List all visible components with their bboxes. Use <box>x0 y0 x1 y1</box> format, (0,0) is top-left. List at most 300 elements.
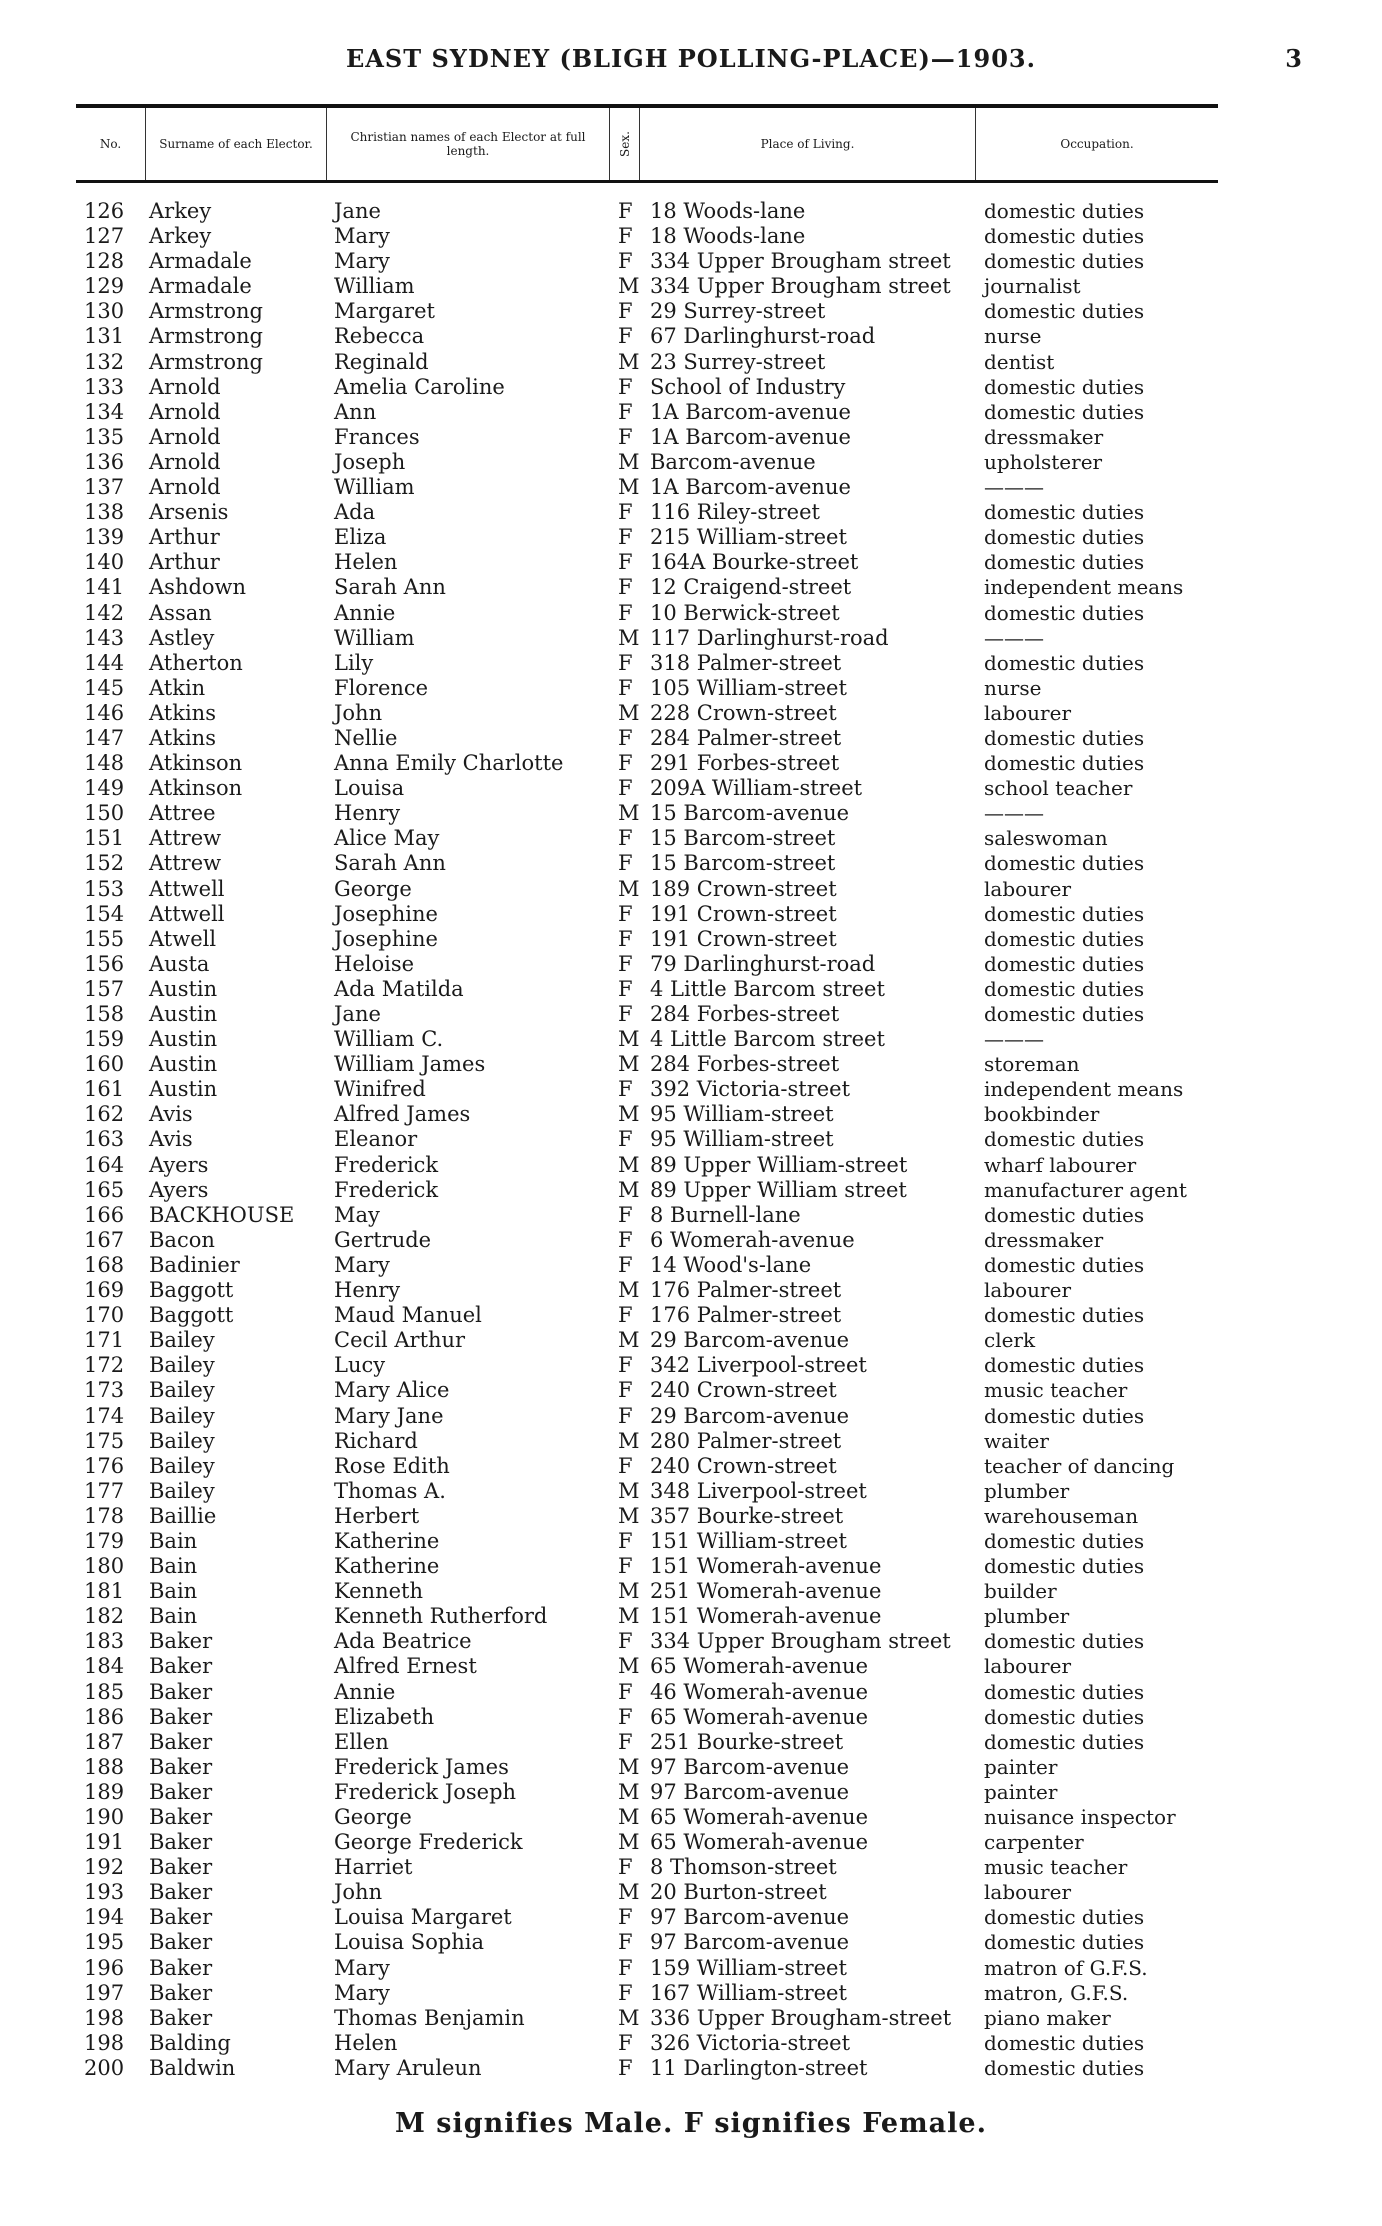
elector-surname: Armadale <box>149 274 252 299</box>
elector-surname: Baker <box>149 1980 213 2005</box>
elector-surname: Arnold <box>149 399 221 424</box>
elector-number: 167 <box>84 1227 125 1252</box>
elector-place-of-living: 20 Burton-street <box>650 1880 827 1905</box>
table-row <box>76 1930 1226 1955</box>
elector-place-of-living: 65 Womerah-avenue <box>650 1805 869 1829</box>
elector-number: 131 <box>84 324 125 349</box>
elector-sex: F <box>618 1855 633 1880</box>
elector-sex: F <box>618 2030 633 2055</box>
elector-christian-names: Henry <box>334 801 401 826</box>
elector-number: 189 <box>84 1779 125 1804</box>
elector-number: 137 <box>84 475 125 500</box>
elector-christian-names: William <box>334 625 415 650</box>
elector-number: 152 <box>84 851 125 876</box>
table-row <box>76 1353 1226 1378</box>
elector-surname: Arthur <box>149 550 220 575</box>
elector-christian-names: Mary <box>334 1955 390 1980</box>
elector-surname: Avis <box>149 1127 193 1152</box>
elector-surname: Armstrong <box>149 299 263 324</box>
elector-surname: Arkey <box>149 199 212 223</box>
elector-place-of-living: 291 Forbes-street <box>650 751 840 776</box>
elector-christian-names: Sarah Ann <box>334 575 446 600</box>
elector-number: 151 <box>84 826 125 851</box>
elector-place-of-living: 8 Thomson-street <box>650 1855 837 1880</box>
elector-sex: M <box>618 876 640 901</box>
elector-surname: Bain <box>149 1528 198 1553</box>
elector-place-of-living: 164A Bourke-street <box>650 550 859 575</box>
elector-occupation: matron of G.F.S. <box>984 1955 1148 1980</box>
elector-occupation: domestic duties <box>984 751 1145 776</box>
elector-christian-names: Rose Edith <box>334 1453 450 1478</box>
elector-surname: Austa <box>149 951 210 976</box>
elector-place-of-living: 18 Woods-lane <box>650 199 806 223</box>
elector-surname: Bailey <box>149 1378 215 1403</box>
elector-place-of-living: 284 Forbes-street <box>650 1052 840 1077</box>
elector-number: 165 <box>84 1177 125 1202</box>
elector-occupation: domestic duties <box>984 224 1145 249</box>
elector-surname: Avis <box>149 1102 193 1127</box>
elector-surname: Arthur <box>149 525 220 550</box>
elector-occupation: matron, G.F.S. <box>984 1980 1129 2005</box>
elector-sex: F <box>618 901 633 926</box>
elector-place-of-living: 97 Barcom-avenue <box>650 1754 850 1779</box>
elector-sex: F <box>618 675 633 700</box>
elector-occupation: domestic duties <box>984 851 1145 876</box>
elector-surname: Baker <box>149 1654 213 1679</box>
elector-surname: Bailey <box>149 1453 215 1478</box>
elector-sex: F <box>618 600 633 625</box>
table-row <box>76 1504 1226 1529</box>
table-header <box>76 104 1218 183</box>
elector-christian-names: Frances <box>334 424 420 449</box>
elector-sex: F <box>618 1528 633 1553</box>
elector-sex: M <box>618 1428 640 1453</box>
elector-sex: M <box>618 1654 640 1679</box>
elector-sex: F <box>618 1353 633 1378</box>
table-row <box>76 626 1226 651</box>
elector-christian-names: Florence <box>334 675 429 700</box>
elector-sex: F <box>618 751 633 776</box>
elector-sex: M <box>618 1754 640 1779</box>
page-number: 3 <box>1285 44 1302 73</box>
elector-place-of-living: 79 Darlinghurst-road <box>650 951 876 976</box>
elector-place-of-living: 151 William-street <box>650 1528 847 1553</box>
elector-surname: Baker <box>149 1830 213 1855</box>
elector-sex: M <box>618 349 640 374</box>
elector-number: 173 <box>84 1378 125 1403</box>
elector-surname: Ashdown <box>149 575 247 600</box>
elector-sex: M <box>618 1102 640 1127</box>
elector-occupation: saleswoman <box>984 826 1108 851</box>
elector-surname: Atherton <box>149 650 243 675</box>
table-row <box>76 1328 1226 1353</box>
elector-occupation: school teacher <box>984 776 1133 801</box>
table-row <box>76 902 1226 927</box>
table-row <box>76 400 1226 425</box>
elector-sex: M <box>618 625 640 650</box>
elector-surname: Bailey <box>149 1428 215 1453</box>
elector-christian-names: Katherine <box>334 1554 440 1579</box>
elector-sex: F <box>618 199 633 223</box>
elector-surname: Austin <box>149 976 218 1001</box>
elector-place-of-living: 95 William-street <box>650 1102 834 1127</box>
elector-surname: Bailey <box>149 1353 215 1378</box>
elector-place-of-living: 65 Womerah-avenue <box>650 1830 869 1855</box>
elector-sex: F <box>618 399 633 424</box>
elector-number: 158 <box>84 1002 125 1026</box>
elector-occupation: manufacturer agent <box>984 1177 1187 1202</box>
elector-number: 176 <box>84 1453 125 1478</box>
elector-place-of-living: 116 Riley-street <box>650 500 820 525</box>
elector-number: 126 <box>84 199 125 223</box>
table-row <box>76 525 1226 550</box>
table-row <box>76 651 1226 676</box>
elector-surname: Baggott <box>149 1303 234 1328</box>
elector-occupation: bookbinder <box>984 1102 1100 1127</box>
elector-christian-names: William C. <box>334 1027 444 1052</box>
elector-place-of-living: 8 Burnell-lane <box>650 1202 801 1227</box>
elector-number: 156 <box>84 951 125 976</box>
elector-number: 166 <box>84 1202 125 1227</box>
elector-number: 147 <box>84 725 125 750</box>
elector-sex: F <box>618 1955 633 1980</box>
elector-sex: M <box>618 1779 640 1804</box>
elector-christian-names: Mary <box>334 1980 390 2005</box>
elector-place-of-living: 1A Barcom-avenue <box>650 424 851 449</box>
elector-surname: Attwell <box>149 876 225 901</box>
elector-christian-names: Lily <box>334 650 374 675</box>
elector-sex: M <box>618 1805 640 1829</box>
elector-sex: F <box>618 650 633 675</box>
elector-sex: F <box>618 851 633 876</box>
elector-sex: F <box>618 374 633 399</box>
elector-christian-names: Winifred <box>334 1077 426 1102</box>
elector-occupation: domestic duties <box>984 600 1145 625</box>
table-row <box>76 877 1226 902</box>
elector-christian-names: Elizabeth <box>334 1704 435 1729</box>
elector-place-of-living: 318 Palmer-street <box>650 650 842 675</box>
elector-surname: Baker <box>149 1754 213 1779</box>
elector-place-of-living: 151 Womerah-avenue <box>650 1554 882 1579</box>
table-row <box>76 601 1226 626</box>
elector-occupation: dressmaker <box>984 424 1104 449</box>
elector-place-of-living: 280 Palmer-street <box>650 1428 842 1453</box>
elector-number: 195 <box>84 1930 125 1955</box>
elector-christian-names: Mary <box>334 249 390 274</box>
elector-surname: Arsenis <box>149 500 229 525</box>
elector-place-of-living: 11 Darlington-street <box>650 2055 868 2080</box>
elector-surname: Assan <box>149 600 212 625</box>
column-header-place-of-living: Place of Living. <box>640 108 976 180</box>
elector-number: 178 <box>84 1503 125 1528</box>
elector-christian-names: Annie <box>334 600 396 625</box>
table-row <box>76 1454 1226 1479</box>
elector-number: 133 <box>84 374 125 399</box>
elector-christian-names: Ada <box>334 500 376 525</box>
elector-number: 172 <box>84 1353 125 1378</box>
elector-christian-names: Eleanor <box>334 1127 418 1152</box>
elector-place-of-living: 151 Womerah-avenue <box>650 1604 882 1629</box>
table-row <box>76 676 1226 701</box>
elector-occupation: domestic duties <box>984 725 1145 750</box>
elector-sex: M <box>618 1604 640 1629</box>
elector-place-of-living: 15 Barcom-street <box>650 851 836 876</box>
elector-christian-names: Mary <box>334 1252 390 1277</box>
elector-occupation: ——— <box>984 475 1044 500</box>
elector-surname: Baker <box>149 1779 213 1804</box>
table-row <box>76 1102 1226 1127</box>
elector-christian-names: Frederick Joseph <box>334 1779 517 1804</box>
elector-christian-names: Thomas A. <box>334 1478 446 1503</box>
table-row <box>76 1705 1226 1730</box>
elector-occupation: domestic duties <box>984 199 1145 223</box>
elector-sex: M <box>618 1052 640 1077</box>
elector-christian-names: George Frederick <box>334 1830 523 1855</box>
elector-christian-names: Helen <box>334 550 398 575</box>
elector-number: 159 <box>84 1027 125 1052</box>
elector-christian-names: Mary Jane <box>334 1403 444 1428</box>
table-row <box>76 1956 1226 1981</box>
table-row <box>76 1981 1226 2006</box>
elector-christian-names: Margaret <box>334 299 435 324</box>
elector-surname: Baker <box>149 1729 213 1754</box>
elector-place-of-living: 334 Upper Brougham street <box>650 249 951 274</box>
elector-place-of-living: 326 Victoria-street <box>650 2030 851 2055</box>
elector-number: 128 <box>84 249 125 274</box>
elector-christian-names: Kenneth <box>334 1579 423 1604</box>
elector-sex: F <box>618 1378 633 1403</box>
elector-occupation: domestic duties <box>984 1704 1145 1729</box>
elector-surname: Austin <box>149 1027 218 1052</box>
table-row <box>76 826 1226 851</box>
elector-sex: F <box>618 1629 633 1654</box>
elector-sex: M <box>618 801 640 826</box>
elector-sex: F <box>618 1227 633 1252</box>
elector-sex: F <box>618 1905 633 1930</box>
elector-occupation: ——— <box>984 1027 1044 1052</box>
table-row <box>76 952 1226 977</box>
elector-number: 175 <box>84 1428 125 1453</box>
elector-surname: Baggott <box>149 1278 234 1303</box>
table-row <box>76 1127 1226 1152</box>
elector-sex: M <box>618 1152 640 1177</box>
elector-occupation: painter <box>984 1779 1058 1804</box>
table-row <box>76 450 1226 475</box>
elector-surname: Ayers <box>149 1152 209 1177</box>
elector-surname: Baker <box>149 1805 213 1829</box>
elector-place-of-living: 240 Crown-street <box>650 1378 837 1403</box>
elector-occupation: independent means <box>984 575 1184 600</box>
elector-number: 141 <box>84 575 125 600</box>
elector-occupation: domestic duties <box>984 1679 1145 1704</box>
elector-occupation: piano maker <box>984 2005 1111 2030</box>
table-row <box>76 1680 1226 1705</box>
elector-sex: M <box>618 475 640 500</box>
elector-christian-names: George <box>334 876 412 901</box>
elector-occupation: clerk <box>984 1328 1036 1353</box>
table-row <box>76 575 1226 600</box>
elector-place-of-living: 23 Surrey-street <box>650 349 826 374</box>
elector-surname: Arnold <box>149 475 221 500</box>
elector-occupation: domestic duties <box>984 399 1145 424</box>
elector-surname: Baillie <box>149 1503 217 1528</box>
elector-christian-names: Heloise <box>334 951 415 976</box>
elector-surname: Bain <box>149 1604 198 1629</box>
elector-sex: F <box>618 249 633 274</box>
elector-occupation: independent means <box>984 1077 1184 1102</box>
elector-occupation: domestic duties <box>984 1930 1145 1955</box>
elector-occupation: waiter <box>984 1428 1049 1453</box>
elector-occupation: painter <box>984 1754 1058 1779</box>
elector-occupation: carpenter <box>984 1830 1084 1855</box>
elector-christian-names: Richard <box>334 1428 418 1453</box>
elector-christian-names: Amelia Caroline <box>334 374 505 399</box>
elector-place-of-living: 12 Craigend-street <box>650 575 852 600</box>
elector-sex: F <box>618 1980 633 2005</box>
column-header-christian-names: Christian names of each Elector at full length. <box>327 108 610 180</box>
elector-place-of-living: 117 Darlinghurst-road <box>650 625 889 650</box>
elector-sex: F <box>618 725 633 750</box>
elector-occupation: nurse <box>984 675 1042 700</box>
table-row <box>76 1629 1226 1654</box>
table-row <box>76 776 1226 801</box>
elector-occupation: domestic duties <box>984 550 1145 575</box>
elector-surname: Atkinson <box>149 751 243 776</box>
elector-number: 142 <box>84 600 125 625</box>
elector-place-of-living: 336 Upper Brougham-street <box>650 2005 952 2030</box>
table-row <box>76 500 1226 525</box>
table-row <box>76 1404 1226 1429</box>
elector-christian-names: Reginald <box>334 349 429 374</box>
elector-occupation: domestic duties <box>984 1252 1145 1277</box>
table-row <box>76 1730 1226 1755</box>
elector-occupation: domestic duties <box>984 1002 1145 1026</box>
elector-surname: Arnold <box>149 449 221 474</box>
table-row <box>76 1780 1226 1805</box>
elector-christian-names: Sarah Ann <box>334 851 446 876</box>
elector-sex: F <box>618 1453 633 1478</box>
elector-number: 139 <box>84 525 125 550</box>
elector-place-of-living: 228 Crown-street <box>650 700 837 725</box>
elector-number: 190 <box>84 1805 125 1829</box>
elector-place-of-living: Barcom-avenue <box>650 449 816 474</box>
elector-occupation: ——— <box>984 801 1044 826</box>
elector-number: 130 <box>84 299 125 324</box>
elector-christian-names: Alfred Ernest <box>334 1654 477 1679</box>
elector-surname: Bacon <box>149 1227 215 1252</box>
table-row <box>76 1654 1226 1679</box>
elector-place-of-living: 6 Womerah-avenue <box>650 1227 855 1252</box>
elector-surname: Armstrong <box>149 349 263 374</box>
elector-number: 171 <box>84 1328 125 1353</box>
elector-place-of-living: 46 Womerah-avenue <box>650 1679 869 1704</box>
elector-christian-names: William <box>334 475 415 500</box>
elector-christian-names: Louisa Sophia <box>334 1930 485 1955</box>
elector-place-of-living: 10 Berwick-street <box>650 600 840 625</box>
elector-surname: Atkin <box>149 675 206 700</box>
elector-place-of-living: 284 Forbes-street <box>650 1002 840 1026</box>
elector-number: 150 <box>84 801 125 826</box>
elector-sex: M <box>618 1830 640 1855</box>
table-row <box>76 299 1226 324</box>
elector-christian-names: William James <box>334 1052 486 1077</box>
elector-christian-names: May <box>334 1202 380 1227</box>
elector-surname: Armadale <box>149 249 252 274</box>
elector-surname: Arnold <box>149 424 221 449</box>
table-row <box>76 701 1226 726</box>
elector-number: 198 <box>84 2005 125 2030</box>
elector-number: 185 <box>84 1679 125 1704</box>
elector-christian-names: Lucy <box>334 1353 386 1378</box>
elector-sex: M <box>618 274 640 299</box>
elector-number: 140 <box>84 550 125 575</box>
elector-christian-names: Louisa Margaret <box>334 1905 512 1930</box>
elector-place-of-living: 176 Palmer-street <box>650 1278 842 1303</box>
elector-occupation: domestic duties <box>984 1403 1145 1428</box>
elector-surname: Balding <box>149 2030 231 2055</box>
elector-occupation: labourer <box>984 1278 1072 1303</box>
elector-place-of-living: School of Industry <box>650 374 846 399</box>
elector-sex: F <box>618 525 633 550</box>
elector-christian-names: Katherine <box>334 1528 440 1553</box>
table-row <box>76 425 1226 450</box>
elector-christian-names: Mary <box>334 224 390 249</box>
elector-sex: F <box>618 1202 633 1227</box>
table-row <box>76 224 1226 249</box>
elector-christian-names: Anna Emily Charlotte <box>334 751 564 776</box>
elector-surname: Baldwin <box>149 2055 236 2080</box>
column-header-sex: Sex. <box>610 108 640 180</box>
elector-sex: M <box>618 1328 640 1353</box>
elector-place-of-living: 89 Upper William street <box>650 1177 907 1202</box>
elector-occupation: builder <box>984 1579 1057 1604</box>
elector-occupation: plumber <box>984 1478 1070 1503</box>
elector-christian-names: Ada Beatrice <box>334 1629 472 1654</box>
table-row <box>76 726 1226 751</box>
elector-place-of-living: 176 Palmer-street <box>650 1303 842 1328</box>
elector-occupation: nuisance inspector <box>984 1805 1176 1829</box>
elector-place-of-living: 209A William-street <box>650 776 863 801</box>
elector-surname: Austin <box>149 1077 218 1102</box>
table-row <box>76 350 1226 375</box>
elector-occupation: domestic duties <box>984 299 1145 324</box>
table-row <box>76 1278 1226 1303</box>
elector-place-of-living: 97 Barcom-avenue <box>650 1930 850 1955</box>
elector-christian-names: John <box>334 700 383 725</box>
elector-place-of-living: 159 William-street <box>650 1955 847 1980</box>
elector-number: 134 <box>84 399 125 424</box>
elector-sex: M <box>618 1579 640 1604</box>
elector-occupation: plumber <box>984 1604 1070 1629</box>
elector-sex: F <box>618 926 633 951</box>
elector-number: 191 <box>84 1830 125 1855</box>
table-row <box>76 199 1226 224</box>
elector-occupation: domestic duties <box>984 1127 1145 1152</box>
elector-number: 192 <box>84 1855 125 1880</box>
elector-number: 198 <box>84 2030 125 2055</box>
elector-sex: F <box>618 224 633 249</box>
elector-sex: F <box>618 826 633 851</box>
elector-number: 160 <box>84 1052 125 1077</box>
elector-number: 168 <box>84 1252 125 1277</box>
elector-place-of-living: 14 Wood's-lane <box>650 1252 812 1277</box>
elector-sex: F <box>618 1554 633 1579</box>
elector-christian-names: Mary Alice <box>334 1378 450 1403</box>
elector-occupation: labourer <box>984 700 1072 725</box>
elector-number: 157 <box>84 976 125 1001</box>
table-row <box>76 1579 1226 1604</box>
elector-place-of-living: 65 Womerah-avenue <box>650 1704 869 1729</box>
